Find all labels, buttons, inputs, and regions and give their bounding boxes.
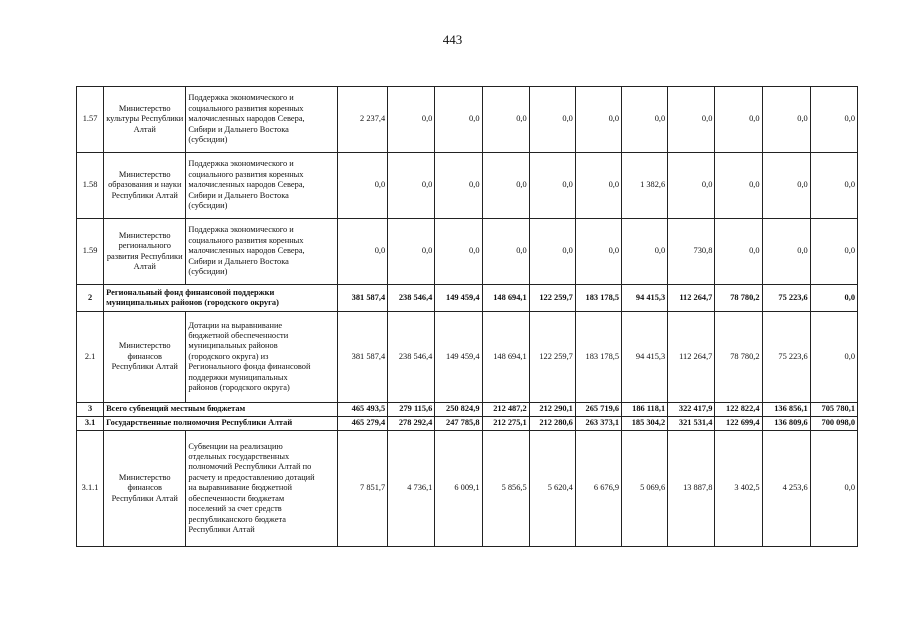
description-line: поддержки муниципальных [188, 372, 288, 382]
value-cell: 0,0 [529, 87, 575, 153]
value-cell: 0,0 [435, 219, 482, 285]
value-cell: 4 253,6 [762, 431, 810, 547]
description-line: (субсидии) [188, 201, 228, 211]
description-line: малочисленных народов Севера, [188, 246, 305, 256]
value-cell: 0,0 [810, 285, 857, 312]
value-cell: 5 856,5 [482, 431, 529, 547]
value-cell: 6 676,9 [575, 431, 621, 547]
description-cell [186, 312, 338, 403]
description-cell [186, 153, 338, 219]
value-cell: 250 824,9 [435, 403, 482, 417]
description-line: социального развития коренных [188, 169, 304, 179]
description-line: Сибири и Дальнего Востока [188, 190, 289, 200]
value-cell: 0,0 [762, 87, 810, 153]
value-cell: 263 373,1 [575, 417, 621, 431]
organization-cell: Министерство регионального развития Республики Алтай [104, 219, 186, 285]
value-cell: 3 402,5 [715, 431, 762, 547]
row-number: 2 [77, 285, 104, 312]
value-cell: 186 118,1 [622, 403, 668, 417]
value-cell: 0,0 [529, 219, 575, 285]
description-line: малочисленных народов Севера, [188, 180, 305, 190]
value-cell: 149 459,4 [435, 285, 482, 312]
organization-cell: Министерство культуры Республики Алтай [104, 87, 186, 153]
value-cell: 212 275,1 [482, 417, 529, 431]
value-cell: 0,0 [435, 87, 482, 153]
row-number: 2.1 [77, 312, 104, 403]
value-cell: 0,0 [575, 153, 621, 219]
table-row [77, 312, 858, 403]
value-cell: 1 382,6 [622, 153, 668, 219]
value-cell: 465 279,4 [337, 417, 387, 431]
row-number: 3.1.1 [77, 431, 104, 547]
table-row [77, 87, 858, 153]
value-cell: 2 237,4 [337, 87, 387, 153]
description-line: Сибири и Дальнего Востока [188, 124, 289, 134]
section-label: Региональный фонд финансовой поддержки муниципальных районов (городского округа) [104, 285, 338, 312]
value-cell: 730,8 [668, 219, 715, 285]
description-cell [186, 431, 338, 547]
description-line: бюджетной обеспеченности [188, 330, 289, 340]
table-row [77, 403, 858, 417]
value-cell: 0,0 [715, 153, 762, 219]
value-cell: 381 587,4 [337, 312, 387, 403]
description-line: отдельных государственных [188, 452, 290, 462]
row-number: 1.57 [77, 87, 104, 153]
value-cell: 148 694,1 [482, 312, 529, 403]
value-cell: 247 785,8 [435, 417, 482, 431]
value-cell: 279 115,6 [388, 403, 435, 417]
description-line: социального развития коренных [188, 235, 304, 245]
value-cell: 238 546,4 [388, 312, 435, 403]
value-cell: 0,0 [575, 219, 621, 285]
value-cell: 212 487,2 [482, 403, 529, 417]
description-line: Дотации на выравнивание [188, 320, 283, 330]
organization-cell: Министерство финансов Республики Алтай [104, 312, 186, 403]
value-cell: 122 259,7 [529, 312, 575, 403]
value-cell: 149 459,4 [435, 312, 482, 403]
description-line: Субвенции на реализацию [188, 441, 283, 451]
value-cell: 136 809,6 [762, 417, 810, 431]
value-cell: 122 822,4 [715, 403, 762, 417]
value-cell: 183 178,5 [575, 285, 621, 312]
description-line: поселений за счет средств [188, 504, 282, 514]
value-cell: 4 736,1 [388, 431, 435, 547]
organization-cell: Министерство финансов Республики Алтай [104, 431, 186, 547]
section-label: Всего субвенций местным бюджетам [104, 403, 338, 417]
description-line: на выравнивание бюджетной [188, 483, 292, 493]
description-line: муниципальных районов [188, 341, 278, 351]
value-cell: 94 415,3 [622, 285, 668, 312]
value-cell: 0,0 [388, 219, 435, 285]
row-number: 1.58 [77, 153, 104, 219]
value-cell: 183 178,5 [575, 312, 621, 403]
table-row [77, 431, 858, 547]
value-cell: 75 223,6 [762, 285, 810, 312]
value-cell: 0,0 [482, 153, 529, 219]
value-cell: 0,0 [529, 153, 575, 219]
value-cell: 212 290,1 [529, 403, 575, 417]
value-cell: 0,0 [668, 153, 715, 219]
value-cell: 0,0 [388, 87, 435, 153]
description-line: обеспеченности бюджетам [188, 493, 285, 503]
value-cell: 465 493,5 [337, 403, 387, 417]
description-line: республиканского бюджета [188, 514, 286, 524]
value-cell: 321 531,4 [668, 417, 715, 431]
value-cell: 0,0 [762, 153, 810, 219]
value-cell: 0,0 [810, 312, 857, 403]
value-cell: 0,0 [668, 87, 715, 153]
value-cell: 112 264,7 [668, 312, 715, 403]
value-cell: 0,0 [337, 153, 387, 219]
value-cell: 75 223,6 [762, 312, 810, 403]
value-cell: 278 292,4 [388, 417, 435, 431]
value-cell: 0,0 [810, 431, 857, 547]
value-cell: 0,0 [810, 153, 857, 219]
description-cell [186, 219, 338, 285]
table-row [77, 219, 858, 285]
value-cell: 381 587,4 [337, 285, 387, 312]
description-line: Поддержка экономического и [188, 159, 294, 169]
table-row [77, 285, 858, 312]
value-cell: 0,0 [482, 87, 529, 153]
description-line: Сибири и Дальнего Востока [188, 256, 289, 266]
value-cell: 700 098,0 [810, 417, 857, 431]
description-line: (городского округа) из [188, 351, 269, 361]
value-cell: 122 699,4 [715, 417, 762, 431]
description-cell [186, 87, 338, 153]
value-cell: 705 780,1 [810, 403, 857, 417]
description-line: Поддержка экономического и [188, 225, 294, 235]
value-cell: 185 304,2 [622, 417, 668, 431]
value-cell: 78 780,2 [715, 312, 762, 403]
section-label: Государственные полномочия Республики Алтай [104, 417, 338, 431]
page-number: 443 [442, 32, 463, 47]
description-line: (субсидии) [188, 135, 228, 145]
budget-table [76, 86, 858, 547]
description-line: (субсидии) [188, 267, 228, 277]
value-cell: 212 280,6 [529, 417, 575, 431]
value-cell: 0,0 [388, 153, 435, 219]
table-row [77, 153, 858, 219]
value-cell: 0,0 [715, 219, 762, 285]
value-cell: 5 620,4 [529, 431, 575, 547]
row-number: 1.59 [77, 219, 104, 285]
value-cell: 0,0 [762, 219, 810, 285]
description-line: Республики Алтай [188, 524, 255, 534]
organization-cell: Министерство образования и науки Республики Алтай [104, 153, 186, 219]
value-cell: 0,0 [810, 219, 857, 285]
row-number: 3 [77, 403, 104, 417]
value-cell: 0,0 [810, 87, 857, 153]
value-cell: 0,0 [482, 219, 529, 285]
description-line: полномочий Республики Алтай по [188, 462, 312, 472]
value-cell: 122 259,7 [529, 285, 575, 312]
value-cell: 94 415,3 [622, 312, 668, 403]
value-cell: 265 719,6 [575, 403, 621, 417]
value-cell: 0,0 [715, 87, 762, 153]
value-cell: 6 009,1 [435, 431, 482, 547]
table-row [77, 417, 858, 431]
value-cell: 112 264,7 [668, 285, 715, 312]
description-line: Регионального фонда финансовой [188, 362, 311, 372]
value-cell: 5 069,6 [622, 431, 668, 547]
description-line: расчету и предоставлению дотаций [188, 472, 315, 482]
value-cell: 13 887,8 [668, 431, 715, 547]
value-cell: 148 694,1 [482, 285, 529, 312]
description-line: социального развития коренных [188, 103, 304, 113]
row-number: 3.1 [77, 417, 104, 431]
value-cell: 0,0 [622, 87, 668, 153]
value-cell: 0,0 [337, 219, 387, 285]
value-cell: 0,0 [575, 87, 621, 153]
description-line: районов (городского округа) [188, 383, 290, 393]
value-cell: 0,0 [435, 153, 482, 219]
value-cell: 322 417,9 [668, 403, 715, 417]
value-cell: 7 851,7 [337, 431, 387, 547]
value-cell: 136 856,1 [762, 403, 810, 417]
value-cell: 238 546,4 [388, 285, 435, 312]
value-cell: 0,0 [622, 219, 668, 285]
description-line: малочисленных народов Севера, [188, 114, 305, 124]
description-line: Поддержка экономического и [188, 93, 294, 103]
value-cell: 78 780,2 [715, 285, 762, 312]
